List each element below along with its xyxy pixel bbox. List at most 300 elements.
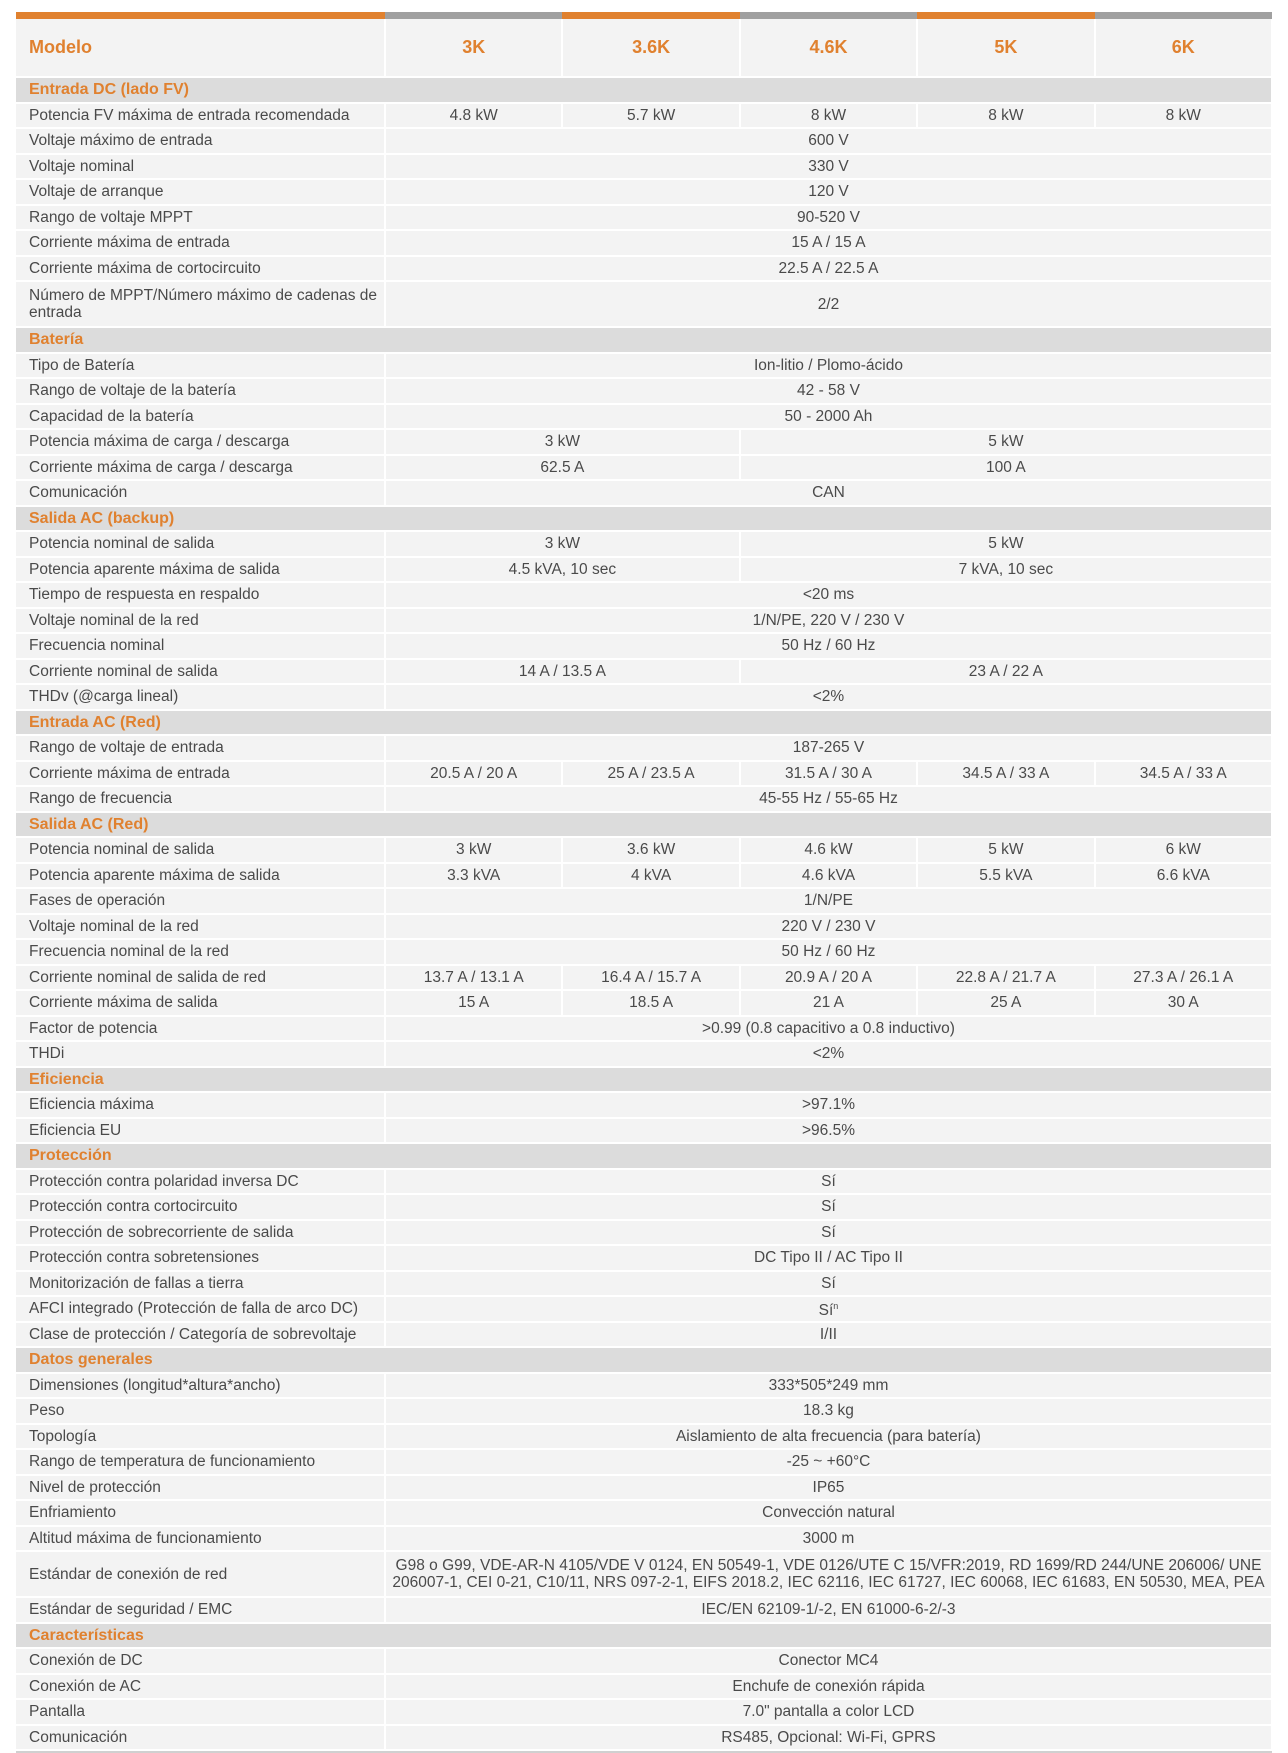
spec-row (16, 1220, 1272, 1246)
spec-value (562, 103, 739, 129)
spec-value-text: 5 kW (988, 433, 1024, 451)
spec-value (385, 1169, 1272, 1195)
spec-value (917, 837, 1094, 863)
spec-row (16, 1674, 1272, 1700)
spec-value-text: RS485, Opcional: Wi-Fi, GPRS (721, 1728, 936, 1746)
spec-value-text: 42 - 58 V (797, 382, 860, 400)
spec-row (16, 1092, 1272, 1118)
spec-value (740, 761, 917, 787)
spec-label: Pantalla (16, 1699, 385, 1725)
spec-row (16, 1169, 1272, 1195)
spec-row (16, 1373, 1272, 1399)
section-header (16, 1347, 1272, 1373)
spec-value (385, 1271, 1272, 1297)
spec-value (1095, 863, 1272, 889)
section-title: Eficiencia (16, 1067, 1272, 1093)
spec-label: Rango de voltaje MPPT (16, 205, 385, 231)
spec-row (16, 786, 1272, 812)
spec-row (16, 965, 1272, 991)
spec-label: Corriente máxima de salida (16, 990, 385, 1016)
spec-value-text: 4 kVA (630, 866, 672, 884)
footnote-marker: n (833, 1301, 839, 1312)
spec-value-text: 4.5 kVA, 10 sec (508, 560, 617, 578)
spec-value-text: >96.5% (801, 1121, 855, 1139)
spec-value (385, 1526, 1272, 1552)
spec-label: Protección contra sobretensiones (16, 1245, 385, 1271)
spec-value-text: 25 A (990, 994, 1022, 1012)
spec-value (385, 1398, 1272, 1424)
spec-value (385, 179, 1272, 205)
spec-value-text: 3 kW (544, 433, 581, 451)
spec-value-text: Convección natural (762, 1504, 895, 1522)
spec-row (16, 256, 1272, 282)
spec-row (16, 633, 1272, 659)
spec-value (1095, 965, 1272, 991)
spec-label: Enfriamiento (16, 1500, 385, 1526)
spec-row (16, 205, 1272, 231)
spec-row (16, 1194, 1272, 1220)
spec-value-text: Ion-litio / Plomo-ácido (753, 356, 903, 374)
spec-label: Protección de sobrecorriente de salida (16, 1220, 385, 1246)
spec-value (385, 684, 1272, 710)
spec-value-text: 100 A (986, 458, 1026, 476)
spec-label: Corriente nominal de salida (16, 659, 385, 685)
section-title: Datos generales (16, 1347, 1272, 1373)
spec-value (1095, 990, 1272, 1016)
spec-value (385, 1322, 1272, 1348)
spec-label: Potencia nominal de salida (16, 531, 385, 557)
spec-value (917, 761, 1094, 787)
spec-value-text: 1/N/PE, 220 V / 230 V (752, 611, 905, 629)
spec-value-text: <20 ms (802, 586, 855, 604)
spec-value-text: 8 kW (1165, 106, 1201, 124)
spec-value-text: 4.8 kW (449, 106, 498, 124)
spec-value (385, 1220, 1272, 1246)
spec-value (385, 531, 740, 557)
spec-value (740, 103, 917, 129)
spec-row (16, 939, 1272, 965)
spec-label: Potencia FV máxima de entrada recomendada (16, 103, 385, 129)
spec-value (740, 531, 1272, 557)
spec-value-text: 8 kW (810, 106, 847, 124)
spec-value-text: Sí (821, 1172, 836, 1190)
spec-value (385, 863, 562, 889)
spec-row (16, 1725, 1272, 1751)
spec-value-text: 30 A (1167, 994, 1199, 1012)
spec-label: Rango de voltaje de la batería (16, 378, 385, 404)
spec-label: Voltaje de arranque (16, 179, 385, 205)
header-model-label: Modelo (16, 19, 385, 77)
spec-label: Eficiencia máxima (16, 1092, 385, 1118)
spec-row (16, 608, 1272, 634)
section-title: Protección (16, 1143, 1272, 1169)
spec-value (1095, 837, 1272, 863)
spec-value (385, 1194, 1272, 1220)
header-model-6k: 6K (1095, 19, 1272, 77)
spec-value (385, 455, 740, 481)
spec-value (385, 154, 1272, 180)
spec-value (740, 659, 1272, 685)
spec-value (385, 128, 1272, 154)
spec-value (385, 1648, 1272, 1674)
spec-value (740, 429, 1272, 455)
spec-value (385, 633, 1272, 659)
spec-value-text: DC Tipo II / AC Tipo II (753, 1249, 903, 1267)
spec-row (16, 1118, 1272, 1144)
spec-label: Corriente máxima de entrada (16, 230, 385, 256)
spec-row (16, 1526, 1272, 1552)
spec-row (16, 888, 1272, 914)
spec-value-text: -25 ~ +60°C (786, 1453, 871, 1471)
spec-value-text: 3.3 kVA (447, 866, 501, 884)
spec-value-text: 600 V (808, 132, 849, 150)
spec-value-text: 1/N/PE (803, 892, 854, 910)
spec-label: Corriente máxima de entrada (16, 761, 385, 787)
section-header (16, 327, 1272, 353)
spec-row (16, 914, 1272, 940)
spec-label: Frecuencia nominal de la red (16, 939, 385, 965)
spec-value-text: 6 kW (1165, 841, 1201, 859)
spec-value-text: Sí (821, 1274, 836, 1292)
spec-value-text: G98 o G99, VDE-AR-N 4105/VDE V 0124, EN 50549-1, VDE 0126/UTE C 15/VFR:2019, RD 1699/RD 244/UNE 206006/ UNE 206007-1, CEI 0-21, C10/11, NRS 097-2-1, EIFS 2018.2, IEC 62116, IEC 61727, IEC 60068, IEC 61683, EN 50530, MEA, PEA (392, 1557, 1265, 1591)
spec-value-text: 21 A (812, 994, 844, 1012)
spec-label: Rango de frecuencia (16, 786, 385, 812)
section-header (16, 812, 1272, 838)
spec-value (385, 1674, 1272, 1700)
header-model-5k: 5K (917, 19, 1094, 77)
spec-label: Potencia aparente máxima de salida (16, 863, 385, 889)
spec-value-text: <2% (812, 688, 845, 706)
spec-row (16, 659, 1272, 685)
header-row (16, 19, 1272, 77)
spec-label: Protección contra cortocircuito (16, 1194, 385, 1220)
section-header (16, 506, 1272, 532)
spec-value-text: 8 kW (988, 106, 1024, 124)
spec-value (385, 1373, 1272, 1399)
spec-value-text: IEC/EN 62109-1/-2, EN 61000-6-2/-3 (701, 1601, 956, 1619)
spec-row (16, 429, 1272, 455)
spec-value-text: >97.1% (801, 1096, 855, 1114)
spec-row (16, 1551, 1272, 1597)
spec-label: THDi (16, 1041, 385, 1067)
spec-table (16, 19, 1273, 1751)
spec-row (16, 1500, 1272, 1526)
spec-row (16, 480, 1272, 506)
spec-value (385, 786, 1272, 812)
spec-value (740, 455, 1272, 481)
spec-value-text: 3 kW (456, 841, 492, 859)
spec-label: Tiempo de respuesta en respaldo (16, 582, 385, 608)
spec-value (385, 965, 562, 991)
spec-value (385, 888, 1272, 914)
spec-row (16, 103, 1272, 129)
spec-label: Clase de protección / Categoría de sobrevoltaje (16, 1322, 385, 1348)
spec-label: Conexión de DC (16, 1648, 385, 1674)
spec-value-text: 18.5 A (629, 994, 674, 1012)
spec-value-text: 4.6 kVA (801, 866, 856, 884)
spec-row (16, 684, 1272, 710)
spec-value-text: CAN (812, 484, 845, 502)
spec-label: Dimensiones (longitud*altura*ancho) (16, 1373, 385, 1399)
section-header (16, 77, 1272, 103)
spec-row (16, 281, 1272, 327)
spec-value (917, 103, 1094, 129)
spec-value (385, 1725, 1272, 1751)
spec-value (385, 990, 562, 1016)
spec-value (385, 281, 1272, 327)
spec-value (917, 863, 1094, 889)
spec-value (385, 1699, 1272, 1725)
spec-label: Estándar de conexión de red (16, 1551, 385, 1597)
spec-value-text: 333*505*249 mm (768, 1376, 889, 1394)
spec-value (385, 256, 1272, 282)
spec-row (16, 378, 1272, 404)
spec-value (385, 1041, 1272, 1067)
spec-value (917, 965, 1094, 991)
spec-row (16, 1475, 1272, 1501)
spec-value-text: IP65 (812, 1478, 845, 1496)
spec-row (16, 1449, 1272, 1475)
spec-value-text: Sí (821, 1198, 836, 1216)
spec-label: Topología (16, 1424, 385, 1450)
spec-value-text: 15 A (458, 994, 490, 1012)
spec-label: Potencia máxima de carga / descarga (16, 429, 385, 455)
spec-value (740, 557, 1272, 583)
spec-value (562, 965, 739, 991)
spec-value (740, 965, 917, 991)
spec-value-text: 31.5 A / 30 A (784, 764, 872, 782)
spec-label: Potencia aparente máxima de salida (16, 557, 385, 583)
spec-value (385, 404, 1272, 430)
spec-row (16, 1041, 1272, 1067)
spec-value-text: 7 kVA, 10 sec (958, 560, 1054, 578)
spec-value (385, 608, 1272, 634)
section-title: Batería (16, 327, 1272, 353)
spec-value (385, 480, 1272, 506)
spec-value-text: 3 kW (544, 535, 581, 553)
spec-label: Voltaje nominal de la red (16, 914, 385, 940)
spec-label: Corriente máxima de cortocircuito (16, 256, 385, 282)
spec-row (16, 1398, 1272, 1424)
spec-label: Corriente nominal de salida de red (16, 965, 385, 991)
spec-value-text: Sí (818, 1302, 834, 1320)
spec-label: Voltaje nominal de la red (16, 608, 385, 634)
spec-value-text: 5.7 kW (626, 106, 676, 124)
spec-value (385, 1424, 1272, 1450)
spec-value-text: 14 A / 13.5 A (518, 662, 606, 680)
spec-value (385, 353, 1272, 379)
spec-row (16, 531, 1272, 557)
spec-value-text: 23 A / 22 A (968, 662, 1043, 680)
spec-value-text: 187-265 V (792, 739, 865, 757)
spec-value (385, 939, 1272, 965)
spec-value (1095, 103, 1272, 129)
spec-value (740, 863, 917, 889)
spec-value-text: 34.5 A / 33 A (962, 764, 1050, 782)
spec-value (562, 863, 739, 889)
section-title: Entrada AC (Red) (16, 710, 1272, 736)
spec-label: Eficiencia EU (16, 1118, 385, 1144)
section-title: Entrada DC (lado FV) (16, 77, 1272, 103)
spec-value (385, 1092, 1272, 1118)
spec-row (16, 179, 1272, 205)
spec-row (16, 990, 1272, 1016)
spec-row (16, 1648, 1272, 1674)
spec-label: Potencia nominal de salida (16, 837, 385, 863)
spec-row (16, 154, 1272, 180)
spec-label: Frecuencia nominal (16, 633, 385, 659)
spec-value-text: 62.5 A (540, 458, 585, 476)
section-title: Características (16, 1623, 1272, 1649)
spec-row (16, 455, 1272, 481)
spec-label: Protección contra polaridad inversa DC (16, 1169, 385, 1195)
spec-label: Número de MPPT/Número máximo de cadenas de entrada (16, 281, 385, 327)
spec-value-text: I/II (819, 1325, 838, 1343)
spec-label: Altitud máxima de funcionamiento (16, 1526, 385, 1552)
spec-label: Monitorización de fallas a tierra (16, 1271, 385, 1297)
spec-value-text: 25 A / 23.5 A (607, 764, 695, 782)
spec-label: Capacidad de la batería (16, 404, 385, 430)
spec-value-text: 50 Hz / 60 Hz (781, 943, 876, 961)
spec-label: Fases de operación (16, 888, 385, 914)
spec-row (16, 230, 1272, 256)
spec-row (16, 353, 1272, 379)
spec-label: Comunicación (16, 480, 385, 506)
header-model-4-6k: 4.6K (740, 19, 917, 77)
spec-label: Rango de voltaje de entrada (16, 735, 385, 761)
spec-value-text: 3.6 kW (626, 841, 676, 859)
spec-value (740, 837, 917, 863)
spec-value-text: 27.3 A / 26.1 A (1133, 968, 1234, 986)
spec-value (385, 582, 1272, 608)
spec-value (385, 1551, 1272, 1597)
spec-value-text: 18.3 kg (803, 1402, 854, 1420)
spec-value-text: 50 Hz / 60 Hz (781, 637, 876, 655)
spec-value-text: 6.6 kVA (1156, 866, 1210, 884)
spec-row (16, 557, 1272, 583)
spec-value (740, 990, 917, 1016)
spec-value-text: Sí (821, 1223, 836, 1241)
spec-value-text: >0.99 (0.8 capacitivo a 0.8 inductivo) (702, 1019, 955, 1037)
spec-row (16, 1699, 1272, 1725)
spec-value-text: 13.7 A / 13.1 A (423, 968, 524, 986)
spec-value-text: 22.8 A / 21.7 A (955, 968, 1056, 986)
spec-label: Estándar de seguridad / EMC (16, 1597, 385, 1623)
spec-row (16, 863, 1272, 889)
spec-value-text: 120 V (808, 183, 849, 201)
section-title: Salida AC (Red) (16, 812, 1272, 838)
spec-row (16, 128, 1272, 154)
spec-value (562, 761, 739, 787)
section-header (16, 1067, 1272, 1093)
section-header (16, 1143, 1272, 1169)
spec-value-text: 5 kW (988, 535, 1024, 553)
spec-row (16, 735, 1272, 761)
spec-value (385, 1118, 1272, 1144)
spec-value (385, 1475, 1272, 1501)
spec-label: THDv (@carga lineal) (16, 684, 385, 710)
spec-value (562, 990, 739, 1016)
spec-row (16, 1296, 1272, 1322)
spec-value (385, 378, 1272, 404)
spec-value (385, 1500, 1272, 1526)
spec-value-text: Aislamiento de alta frecuencia (para batería) (675, 1427, 981, 1445)
spec-label: Factor de potencia (16, 1016, 385, 1042)
spec-value-text: 16.4 A / 15.7 A (601, 968, 702, 986)
spec-value (385, 429, 740, 455)
spec-label: Conexión de AC (16, 1674, 385, 1700)
section-title: Salida AC (backup) (16, 506, 1272, 532)
spec-value (385, 103, 562, 129)
spec-value-text: Conector MC4 (778, 1652, 879, 1670)
spec-value-text: 50 - 2000 Ah (784, 407, 873, 425)
spec-value (385, 1449, 1272, 1475)
spec-value (385, 837, 562, 863)
spec-value (385, 230, 1272, 256)
spec-value (385, 1245, 1272, 1271)
spec-value-text: 20.5 A / 20 A (430, 764, 518, 782)
spec-value-text: 5.5 kVA (979, 866, 1033, 884)
spec-label: Comunicación (16, 1725, 385, 1751)
spec-row (16, 761, 1272, 787)
spec-value (917, 990, 1094, 1016)
spec-value-text: 34.5 A / 33 A (1139, 764, 1227, 782)
spec-value (562, 837, 739, 863)
spec-value-text: 15 A / 15 A (791, 234, 866, 252)
spec-value (385, 761, 562, 787)
spec-label: AFCI integrado (Protección de falla de arco DC) (16, 1296, 385, 1322)
spec-value (385, 1016, 1272, 1042)
section-header (16, 710, 1272, 736)
spec-label: Voltaje nominal (16, 154, 385, 180)
spec-row (16, 837, 1272, 863)
spec-label: Nivel de protección (16, 1475, 385, 1501)
spec-row (16, 1597, 1272, 1623)
spec-value (385, 1296, 1272, 1322)
spec-value (385, 557, 740, 583)
spec-value (385, 914, 1272, 940)
spec-value (385, 659, 740, 685)
spec-label: Rango de temperatura de funcionamiento (16, 1449, 385, 1475)
top-color-bar (16, 12, 1272, 19)
section-header (16, 1623, 1272, 1649)
spec-value-text: Enchufe de conexión rápida (732, 1677, 925, 1695)
spec-row (16, 1424, 1272, 1450)
spec-row (16, 1245, 1272, 1271)
spec-value-text: 20.9 A / 20 A (784, 968, 872, 986)
spec-value-text: 3000 m (802, 1529, 855, 1547)
spec-value-text: 4.6 kW (804, 841, 853, 859)
spec-value (385, 205, 1272, 231)
spec-value-text: 7.0" pantalla a color LCD (742, 1703, 915, 1721)
spec-value (1095, 761, 1272, 787)
spec-label: Corriente máxima de carga / descarga (16, 455, 385, 481)
spec-label: Tipo de Batería (16, 353, 385, 379)
spec-value-text: 22.5 A / 22.5 A (778, 259, 879, 277)
spec-value-text: 45-55 Hz / 55-65 Hz (759, 790, 898, 808)
header-model-3-6k: 3.6K (562, 19, 739, 77)
spec-label: Voltaje máximo de entrada (16, 128, 385, 154)
spec-row (16, 404, 1272, 430)
spec-value-text: 5 kW (988, 841, 1024, 859)
spec-row (16, 582, 1272, 608)
spec-label: Peso (16, 1398, 385, 1424)
spec-row (16, 1016, 1272, 1042)
spec-value (385, 735, 1272, 761)
spec-row (16, 1322, 1272, 1348)
spec-value-text: 2/2 (817, 295, 840, 313)
spec-value-text: <2% (812, 1045, 845, 1063)
